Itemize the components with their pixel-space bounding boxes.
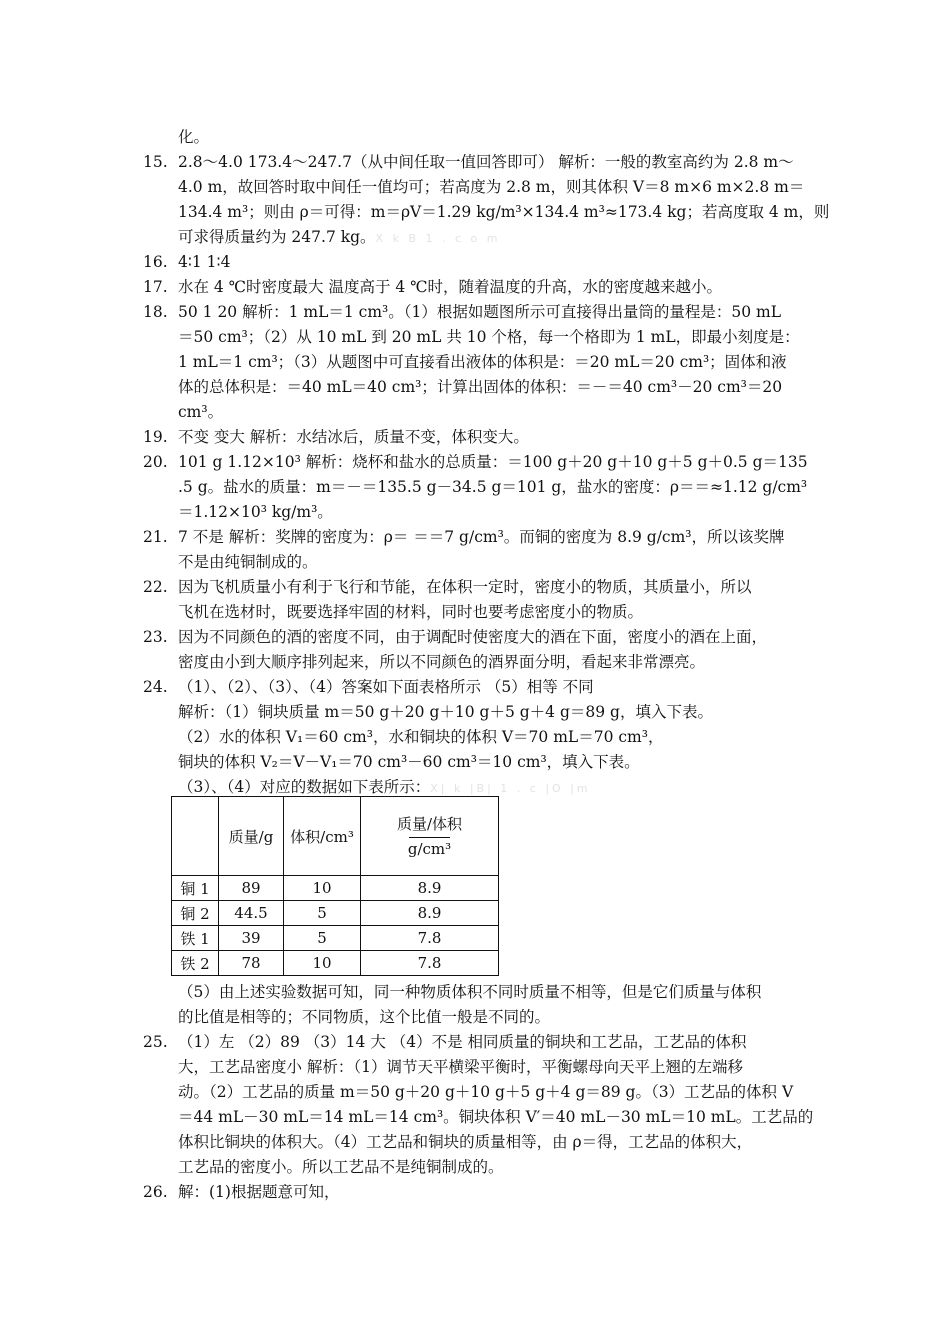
data-table	[171, 796, 499, 976]
text-line: 化。	[178, 128, 210, 146]
text-line: ＝1.12×10³ kg/m³。	[178, 503, 333, 521]
text-line: 铜块的体积 V₂＝V－V₁＝70 cm³－60 cm³＝10 cm³，填入下表。	[178, 753, 640, 771]
text-line: （1）、（2）、（3）、（4）答案如下面表格所示 （5）相等 不同	[178, 678, 594, 696]
text-line: 解：(1)根据题意可知，	[178, 1183, 340, 1201]
table-cell: 10	[284, 876, 361, 901]
table-cell: 10	[284, 951, 361, 976]
item-number: 15.	[143, 153, 168, 171]
text-line: ＝50 cm³；（2）从 10 mL 到 20 mL 共 10 个格，每一个格即为 1 mL，即最小刻度是：	[178, 328, 800, 346]
table-cell: 8.9	[361, 876, 499, 901]
text-line: 密度由小到大顺序排列起来，所以不同颜色的酒界面分明，看起来非常漂亮。	[178, 653, 706, 671]
item-number: 24.	[143, 678, 168, 696]
item-number: 25.	[143, 1033, 168, 1051]
table-cell: 5	[284, 901, 361, 926]
text-line: 因为飞机质量小有利于飞行和节能，在体积一定时，密度小的物质，其质量小，所以	[178, 578, 752, 596]
text-line: 动。（2）工艺品的质量 m＝50 g＋20 g＋10 g＋5 g＋4 g＝89 g。（3）工艺品的体积 V	[178, 1083, 794, 1101]
table-cell: 铁 2	[172, 951, 219, 976]
text-line: 50 1 20 解析：1 mL＝1 cm³。（1）根据如题图所示可直接得出量筒的量程是：50 mL	[178, 303, 782, 321]
text-line: 解析：（1）铜块质量 m＝50 g＋20 g＋10 g＋5 g＋4 g＝89 g，填入下表。	[178, 703, 713, 721]
table-row	[172, 901, 499, 926]
text-line: 4.0 m，故回答时取中间任一值均可；若高度为 2.8 m，则其体积 V＝8 m×6 m×2.8 m＝	[178, 178, 805, 196]
text-line: （5）由上述实验数据可知，同一种物质体积不同时质量不相等，但是它们质量与体积	[178, 983, 762, 1001]
text-line: 因为不同颜色的酒的密度不同，由于调配时使密度大的酒在下面，密度小的酒在上面，	[178, 628, 768, 646]
text-line: 不是由纯铜制成的。	[178, 553, 318, 571]
text-line: 的比值是相等的；不同物质，这个比值一般是不同的。	[178, 1008, 551, 1026]
table-cell: 7.8	[361, 926, 499, 951]
table-row	[172, 926, 499, 951]
text-line: （3）、（4）对应的数据如下表所示：X| k |B| 1 . c |O |m	[178, 778, 591, 796]
fraction-numerator: 质量/体积	[396, 814, 463, 833]
text-line: 2.8～4.0 173.4～247.7（从中间任取一值回答即可） 解析：一般的教室高约为 2.8 m～	[178, 153, 794, 171]
item-number: 19.	[143, 428, 168, 446]
watermark: X| k |B| 1 . c |O |m	[430, 782, 591, 795]
text-line: 可求得质量约为 247.7 kg。X k B 1 . c o m	[178, 228, 501, 246]
text-line: 134.4 m³；则由 ρ＝可得：m＝ρV＝1.29 kg/m³×134.4 m³≈173.4 kg；若高度取 4 m，则	[178, 203, 830, 221]
table-cell: 39	[219, 926, 284, 951]
table-row	[172, 951, 499, 976]
table-row	[172, 876, 499, 901]
item-number: 22.	[143, 578, 168, 596]
fraction-denominator: g/cm³	[407, 839, 452, 858]
text-line: 7 不是 解析：奖牌的密度为：ρ＝ ＝＝7 g/cm³。而铜的密度为 8.9 g/cm³，所以该奖牌	[178, 528, 785, 546]
text-line: 101 g 1.12×10³ 解析：烧杯和盐水的总质量：＝100 g＋20 g＋10 g＋5 g＋0.5 g＝135	[178, 453, 808, 471]
table-cell: 7.8	[361, 951, 499, 976]
item-number: 21.	[143, 528, 168, 546]
fraction-bar	[409, 837, 450, 838]
text-line: 飞机在选材时，既要选择牢固的材料，同时也要考虑密度小的物质。	[178, 603, 644, 621]
table-cell: 5	[284, 926, 361, 951]
watermark: X k B 1 . c o m	[375, 232, 501, 245]
fraction-header	[397, 813, 462, 860]
text-line: .5 g。盐水的质量：m＝－＝135.5 g－34.5 g＝101 g，盐水的密度：ρ＝＝≈1.12 g/cm³	[178, 478, 808, 496]
text-line: 体积比铜块的体积大。（4）工艺品和铜块的质量相等，由 ρ＝得，工艺品的体积大，	[178, 1133, 753, 1151]
text-line: 体的总体积是：＝40 mL＝40 cm³；计算出固体的体积：＝－＝40 cm³－20 cm³＝20	[178, 378, 783, 396]
table-header-cell: 体积/cm³	[284, 797, 361, 876]
table-header-cell	[172, 797, 219, 876]
table-cell: 铜 2	[172, 901, 219, 926]
text-line: 大，工艺品密度小 解析：（1）调节天平横梁平衡时，平衡螺母向天平上翘的左端移	[178, 1058, 744, 1076]
text-line: 不变 变大 解析：水结冰后，质量不变，体积变大。	[178, 428, 529, 446]
table-header-row	[172, 797, 499, 876]
item-number: 20.	[143, 453, 168, 471]
text-line: 水在 4 ℃时密度最大 温度高于 4 ℃时，随着温度的升高，水的密度越来越小。	[178, 278, 723, 296]
text-line: 1 mL＝1 cm³；（3）从题图中可直接看出液体的体积是：＝20 mL＝20 cm³；固体和液	[178, 353, 787, 371]
text-line: ＝44 mL－30 mL＝14 mL＝14 cm³。铜块体积 V′＝40 mL－30 mL＝10 mL。工艺品的	[178, 1108, 814, 1126]
item-number: 16.	[143, 253, 168, 271]
table-header-cell	[361, 797, 499, 876]
table-header-cell: 质量/g	[219, 797, 284, 876]
text-line: （2）水的体积 V₁＝60 cm³，水和铜块的体积 V＝70 mL＝70 cm³，	[178, 728, 664, 746]
table-cell: 铜 1	[172, 876, 219, 901]
item-number: 23.	[143, 628, 168, 646]
text-line: 工艺品的密度小。所以工艺品不是纯铜制成的。	[178, 1158, 504, 1176]
item-number: 17.	[143, 278, 168, 296]
text-line: （1）左 （2）89 （3）14 大 （4）不是 相同质量的铜块和工艺品，工艺品的体积	[178, 1033, 747, 1051]
table-cell: 8.9	[361, 901, 499, 926]
table-cell: 78	[219, 951, 284, 976]
table-cell: 44.5	[219, 901, 284, 926]
table-cell: 铁 1	[172, 926, 219, 951]
item-number: 26.	[143, 1183, 168, 1201]
text-line: 4∶1 1∶4	[178, 253, 231, 271]
text-line: cm³。	[178, 403, 224, 421]
table-cell: 89	[219, 876, 284, 901]
item-number: 18.	[143, 303, 168, 321]
